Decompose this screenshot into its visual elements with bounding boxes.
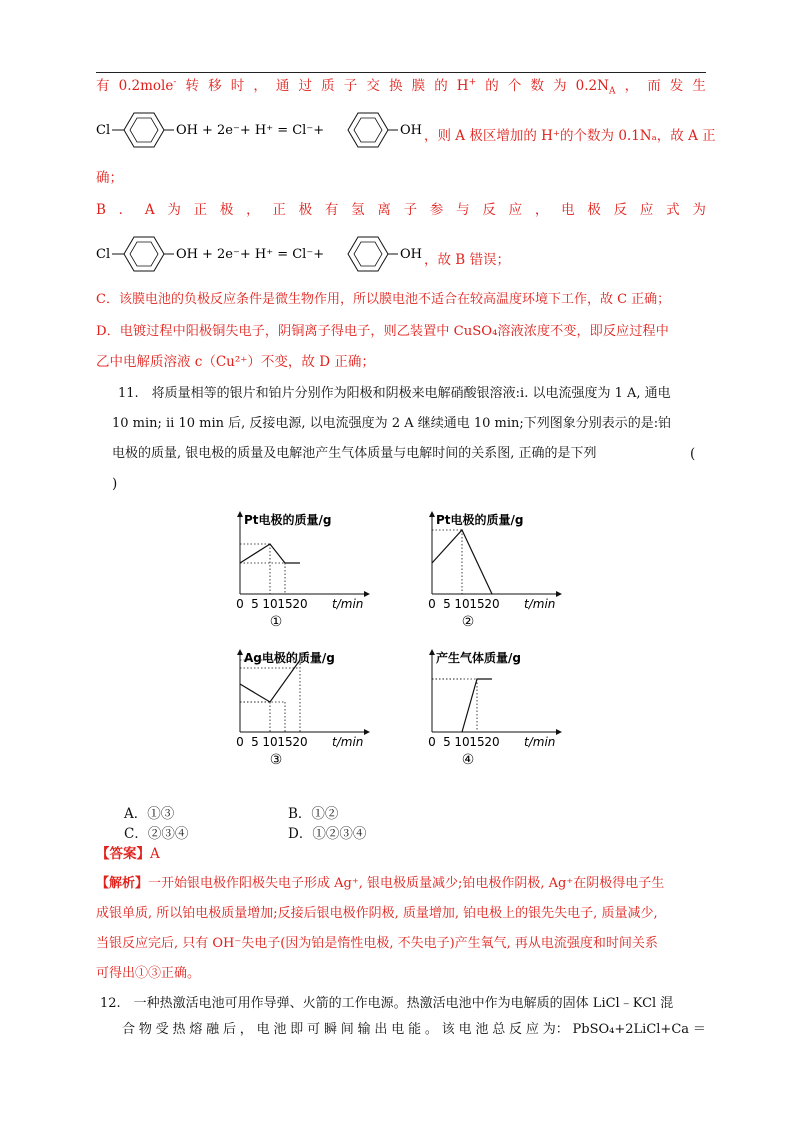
x-tick-label: 0	[236, 735, 244, 749]
x-tick-label: 0	[428, 735, 436, 749]
token: 受	[155, 1022, 169, 1037]
token: 电	[256, 1022, 270, 1037]
token: 通	[275, 78, 290, 94]
graph-pt-electrode-2	[420, 504, 570, 638]
y-axis-label: Ag电极的质量/g	[244, 651, 335, 665]
analysis-line-4: 可得出①③正确。	[96, 966, 201, 981]
explanation-line-1	[96, 76, 706, 96]
x-tick-label: 15	[277, 597, 293, 611]
x-tick-label: 5	[443, 735, 451, 749]
graph-body	[236, 511, 370, 630]
token: 后	[222, 1022, 236, 1037]
x-tick-label: 15	[469, 735, 485, 749]
token: 极	[587, 202, 601, 218]
token: 数	[530, 78, 544, 94]
x-tick-label: 20	[484, 597, 500, 611]
token: 正	[272, 202, 286, 218]
x-tick-label: 5	[251, 735, 259, 749]
x-axis-arrow	[556, 729, 562, 735]
token: 式	[666, 202, 680, 218]
x-tick-label: 20	[292, 597, 308, 611]
token: 融	[206, 1022, 220, 1037]
hydroxyl-label: OH	[176, 247, 198, 262]
q11-line-1: 11. 将质量相等的银片和铂片分别作为阳极和阴极来电解硝酸银溶液:ⅰ. 以电流强度为 1 A, 通电	[118, 386, 671, 401]
token: ．	[118, 202, 133, 218]
equation-structure-1	[96, 108, 426, 152]
token: 即	[290, 1022, 304, 1037]
token: 发	[669, 78, 684, 94]
token: 出	[374, 1022, 388, 1037]
token: 个	[507, 78, 522, 94]
analysis-line-2: 成银单质, 所以铂电极质量增加;反接后银电极作阴极, 质量增加, 铂电极上的银先失电子, 质量减少,	[96, 906, 658, 921]
graph-number: ②	[461, 614, 475, 630]
graph-pt-electrode-1	[228, 508, 378, 638]
y-axis-arrow	[237, 649, 243, 655]
token: 熔	[189, 1022, 203, 1037]
x-tick-label: 5	[443, 597, 451, 611]
token: 换	[388, 78, 403, 94]
token: 电	[391, 1022, 405, 1037]
token: 应	[639, 202, 654, 218]
x-tick-label: 20	[292, 735, 308, 749]
token: 离	[377, 202, 391, 218]
q12-line-1: 12. 一种热激活电池可用作导弹、火箭的工作电源。热激活电池中作为电解质的固体 LiCl﹣KCl 混	[100, 996, 674, 1011]
y-axis-arrow	[429, 511, 435, 517]
token: 可	[307, 1022, 321, 1037]
chem-equation-2	[96, 232, 716, 272]
explanation-line-6: C．该膜电池的负极反应条件是微生物作用，所以膜电池不适合在较高温度环境下工作，故 C 正确；	[96, 292, 671, 307]
graph-body	[428, 511, 562, 630]
graph-number: ①	[269, 614, 283, 630]
token: 反	[509, 1022, 523, 1037]
q12-line-2	[122, 1020, 706, 1040]
y-axis-arrow	[429, 649, 435, 655]
token: 池	[475, 1022, 489, 1037]
x-tick-label: 10	[262, 597, 278, 611]
token: 子	[343, 78, 358, 94]
chem2-tail-text: ，故 B 错误；	[424, 252, 511, 268]
token: 有	[96, 78, 110, 94]
x-tick-label: 0	[428, 597, 436, 611]
explanation-line-4	[96, 200, 706, 220]
hydroxyl-label: OH	[400, 123, 422, 138]
graph-body	[236, 649, 370, 768]
x-tick-label: 0	[236, 597, 244, 611]
analysis-line-3: 当银反应完后, 只有 OH⁻失电子(因为铂是惰性电极, 不失电子)产生氧气, 再从电流强度和时间关系	[96, 936, 658, 951]
analysis-line-1	[96, 874, 706, 894]
x-tick-label: 10	[454, 735, 470, 749]
x-axis-unit: t/min	[332, 735, 364, 749]
token: 过	[298, 78, 313, 94]
token: 输	[357, 1022, 371, 1037]
token: ＝	[692, 1022, 706, 1037]
header-rule	[96, 72, 706, 73]
token: 反	[613, 202, 628, 218]
token: 有	[324, 202, 339, 218]
chem1-tail-text: ，则 A 极区增加的 H⁺的个数为 0.1Nₐ，故 A 正	[424, 128, 716, 144]
token: 电	[458, 1022, 472, 1037]
x-tick-label: 10	[454, 597, 470, 611]
token: 热	[172, 1022, 186, 1037]
token: 能	[408, 1022, 422, 1037]
reaction-middle-text: + 2e⁻+ H⁺ = Cl⁻+	[202, 123, 325, 138]
x-tick-label: 15	[277, 735, 293, 749]
token: 的	[434, 78, 448, 94]
token: 移	[208, 78, 222, 94]
token: 正	[193, 202, 208, 218]
token: $0.2N_A$	[575, 78, 616, 97]
token: 电	[561, 202, 575, 218]
q11-paren-open: (	[690, 446, 696, 462]
token: 总	[492, 1022, 506, 1037]
explanation-line-8: 乙中电解质溶液 c（Cu²⁺）不变，故 D 正确；	[96, 354, 375, 370]
token: 转	[185, 78, 199, 94]
token: 子	[403, 202, 418, 218]
token: 为：	[542, 1022, 569, 1037]
reaction-middle-text: + 2e⁻+ H⁺ = Cl⁻+	[202, 247, 325, 262]
data-line	[240, 544, 300, 563]
token: 时	[230, 78, 245, 94]
x-axis-arrow	[364, 729, 370, 735]
token: 瞬	[323, 1022, 337, 1037]
x-tick-label: 20	[484, 735, 500, 749]
chlorine-label: Cl	[96, 247, 111, 262]
token: 0.2mole-	[118, 77, 177, 94]
option-d[interactable]: D．①②③④	[288, 826, 367, 842]
token: 为	[167, 202, 181, 218]
graph-gas-mass-4	[420, 646, 570, 776]
answer-value: A	[150, 846, 160, 862]
graph-ag-electrode-3	[228, 646, 378, 776]
token: 质	[321, 78, 335, 94]
token: 该	[441, 1022, 455, 1037]
y-axis-label: Pt电极的质量/g	[244, 513, 332, 527]
answer-label: 【答案】	[96, 846, 150, 862]
analysis-text-1: 一开始银电极作阳极失电子形成 Ag⁺, 银电极质量减少;铂电极作阴极, Ag⁺在阴极得电子生	[148, 876, 665, 891]
y-axis-label: 产生气体质量/g	[436, 651, 521, 665]
token: 为	[692, 202, 706, 218]
answer-line	[96, 842, 160, 862]
token: 反	[482, 202, 496, 218]
data-line	[240, 660, 300, 702]
token: PbSO₄+2LiCl+Ca	[572, 1022, 690, 1037]
token: 膜	[411, 78, 426, 94]
hydroxyl-label: OH	[176, 123, 198, 138]
token: ，	[246, 202, 260, 218]
token: 生	[692, 78, 706, 94]
hydroxyl-label: OH	[400, 247, 422, 262]
token: 参	[429, 202, 444, 218]
option-c[interactable]: C．②③④	[124, 826, 189, 842]
token: 。	[424, 1022, 438, 1037]
token: 为	[553, 78, 567, 94]
token: ，	[534, 202, 549, 218]
token: 合	[122, 1022, 136, 1037]
x-tick-label: 5	[251, 597, 259, 611]
token: 物	[138, 1022, 152, 1037]
graph-number: ③	[269, 752, 283, 768]
explanation-line-3: 确；	[96, 170, 123, 186]
x-axis-unit: t/min	[524, 597, 556, 611]
x-axis-unit: t/min	[524, 735, 556, 749]
y-axis-label: Pt电极的质量/g	[436, 513, 524, 527]
token: 与	[456, 202, 470, 218]
analysis-label: 【解析】	[96, 876, 149, 891]
token: 池	[273, 1022, 287, 1037]
option-a[interactable]: A．①③	[124, 806, 175, 822]
token: H+	[456, 77, 477, 94]
token: 氢	[351, 202, 365, 218]
q11-paren-close: )	[112, 476, 118, 492]
token: ，	[253, 78, 267, 94]
graph-number: ④	[461, 752, 475, 768]
token: 极	[298, 202, 313, 218]
x-axis-unit: t/min	[332, 597, 364, 611]
token: ，	[624, 78, 639, 94]
token: A	[144, 202, 155, 218]
option-b[interactable]: B．①②	[288, 806, 339, 822]
token: B	[96, 202, 106, 218]
token: 间	[340, 1022, 354, 1037]
q11-line-2: 10 min; ⅱ 10 min 后, 反接电源, 以电流强度为 2 A 继续通电 10 min;下列图象分别表示的是:铂	[112, 416, 672, 431]
x-axis-arrow	[556, 591, 562, 597]
explanation-line-7: D．电镀过程中阳极铜失电子，阴铜离子得电子，则乙装置中 CuSO₄溶液浓度不变，即反应过程中	[96, 324, 669, 339]
token: ，	[239, 1022, 253, 1037]
x-tick-label: 10	[262, 735, 278, 749]
chem-equation-1	[96, 108, 716, 148]
token: 交	[366, 78, 380, 94]
x-tick-label: 15	[469, 597, 485, 611]
y-axis-arrow	[237, 511, 243, 517]
chlorine-label: Cl	[96, 123, 111, 138]
token: 应	[525, 1022, 539, 1037]
token: 极	[219, 202, 234, 218]
x-axis-arrow	[364, 591, 370, 597]
equation-structure-2	[96, 232, 426, 276]
token: 而	[647, 78, 661, 94]
token: 的	[485, 78, 499, 94]
q11-line-3: 电极的质量, 银电极的质量及电解池产生气体质量与电解时间的关系图, 正确的是下列	[112, 446, 597, 461]
token: 应	[508, 202, 523, 218]
graph-body	[428, 649, 562, 768]
